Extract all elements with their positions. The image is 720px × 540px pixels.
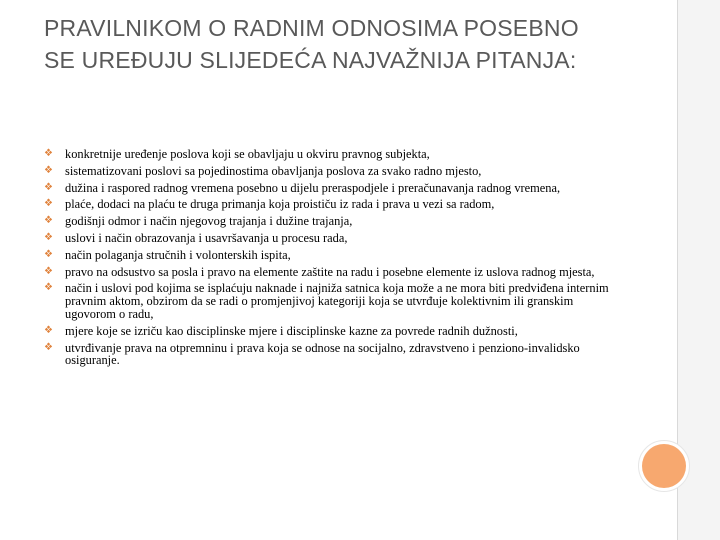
- diamond-bullet-icon: ❖: [44, 282, 53, 294]
- bullet-list: [44, 148, 624, 371]
- diamond-bullet-icon: ❖: [44, 248, 53, 260]
- bullet-item: [44, 282, 624, 320]
- bullet-item: [44, 249, 624, 262]
- bullet-text: sistematizovani poslovi sa pojedinostima obavljanja poslova za svako radno mjesto,: [65, 163, 482, 178]
- bullet-text: plaće, dodaci na plaću te druga primanja koja proističu iz rada i prava u vezi sa radom,: [65, 197, 495, 212]
- diamond-bullet-icon: ❖: [44, 215, 53, 227]
- diamond-bullet-icon: ❖: [44, 198, 53, 210]
- bullet-text: utvrđivanje prava na otpremninu i prava koja se odnose na socijalno, zdravstveno i penziono-invalidsko osiguranje.: [65, 340, 580, 368]
- bullet-text: uslovi i način obrazovanja i usavršavanja u procesu rada,: [65, 230, 348, 245]
- diamond-bullet-icon: ❖: [44, 341, 53, 353]
- bullet-text: dužina i raspored radnog vremena posebno u dijelu preraspodjele i preračunavanja radnog vremena,: [65, 180, 561, 195]
- diamond-bullet-icon: ❖: [44, 324, 53, 336]
- bullet-text: mjere koje se izriču kao disciplinske mjere i disciplinske kazne za povrede radnih dužnosti,: [65, 323, 518, 338]
- bullet-item: [44, 148, 624, 161]
- bullet-item: [44, 342, 624, 368]
- bullet-item: [44, 266, 624, 279]
- bullet-item: [44, 215, 624, 228]
- diamond-bullet-icon: ❖: [44, 148, 53, 159]
- bullet-text: način i uslovi pod kojima se isplaćuju naknade i najniža satnica koja može a ne mora biti predviđena internim pravnim aktom, obzirom da se radi o promjenjivoj kategoriji koja se utvrđuje kolektivnim ili granskim ugovorom o radu,: [65, 281, 609, 321]
- diamond-bullet-icon: ❖: [44, 265, 53, 277]
- bullet-item: [44, 232, 624, 245]
- diamond-bullet-icon: ❖: [44, 181, 53, 193]
- bullet-item: [44, 165, 624, 178]
- decorative-circle-accent: [642, 444, 686, 488]
- bullet-text: konkretnije uređenje poslova koji se obavljaju u okviru pravnog subjekta,: [65, 147, 430, 161]
- bullet-text: godišnji odmor i način njegovog trajanja i dužine trajanja,: [65, 214, 353, 229]
- slide-title: PRAVILNIKOM O RADNIM ODNOSIMA POSEBNO SE UREĐUJU SLIJEDEĆA NAJVAŽNIJA PITANJA:: [44, 15, 579, 73]
- bullet-text: pravo na odsustvo sa posla i pravo na elemente zaštite na radu i posebne elemente iz uslova radnog mjesta,: [65, 264, 595, 279]
- diamond-bullet-icon: ❖: [44, 231, 53, 243]
- bullet-item: [44, 182, 624, 195]
- diamond-bullet-icon: ❖: [44, 164, 53, 176]
- bullet-item: [44, 325, 624, 338]
- bullet-item: [44, 198, 624, 211]
- bullet-text: način polaganja stručnih i volonterskih ispita,: [65, 247, 291, 262]
